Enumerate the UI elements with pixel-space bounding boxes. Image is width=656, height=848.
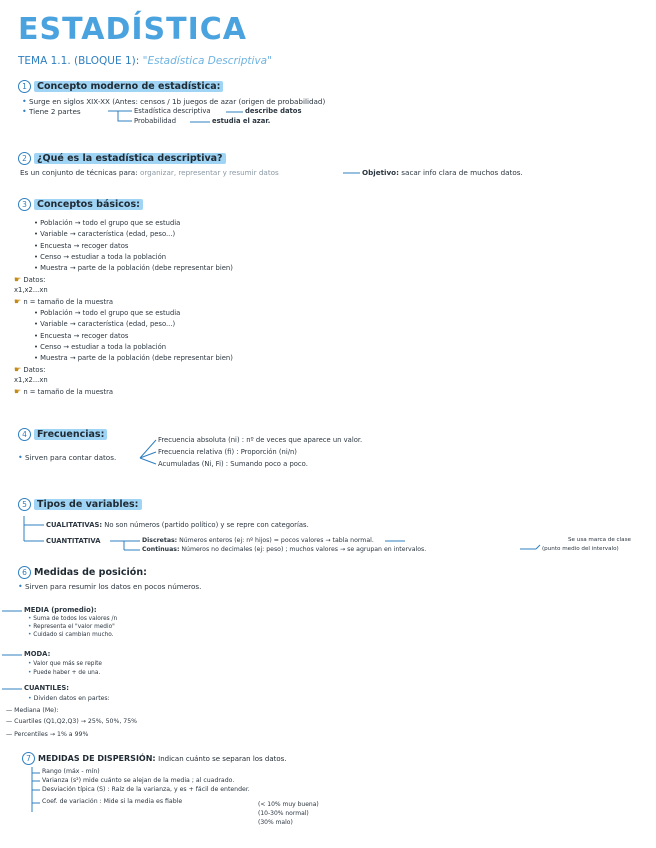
subtitle-quote: "Estadística Descriptiva" — [142, 55, 272, 67]
section-title: Concepto moderno de estadística: — [34, 81, 223, 92]
list-item: Coef. de variación : Mide si la media es fiable — [42, 798, 183, 806]
s7-list — [42, 768, 250, 807]
s1-part-1: Estadística descriptiva — [134, 107, 211, 115]
list-item: Rango (máx - mín) — [42, 768, 100, 775]
section-title: Frecuencias: — [34, 429, 107, 440]
list-item: • Representa el "valor medio" — [28, 624, 115, 630]
s4-freq-rel: Frecuencia relativa (fi) : Proporción (ni/n) — [158, 448, 297, 456]
s6-moda-list — [28, 660, 102, 677]
section-title: Medidas de posición: — [34, 567, 147, 578]
s6-moda: MODA: — [24, 650, 51, 658]
list-item: • Población → todo el grupo que se estudia — [34, 309, 181, 317]
s3-xs-b: x1,x2...xn — [14, 376, 48, 384]
list-item: • Muestra → parte de la población (debe representar bien) — [34, 264, 233, 273]
list-item: (30% malo) — [258, 819, 293, 826]
s2-objective — [362, 168, 523, 177]
s6-cuantiles-list — [6, 706, 137, 741]
s3-xs-a: x1,x2...xn — [14, 286, 48, 294]
list-item: • Valor que más se repite — [28, 661, 102, 667]
list-item: • Variable → característica (edad, peso...) — [34, 230, 176, 239]
s2-t2: organizar, representar y resumir datos — [139, 168, 279, 177]
bullet-icon: • — [22, 97, 27, 106]
list-item: • Cuidado si cambian mucho. — [28, 632, 114, 638]
s6-media-list — [28, 615, 117, 639]
s5-discretas: Discretas: Números enteros (ej: nº hijos) = pocos valores → tabla normal. — [142, 537, 374, 544]
pointing-hand-icon: ☛ — [14, 297, 22, 306]
s2-definition — [20, 168, 279, 177]
list-item: • Suma de todos los valores /n — [28, 616, 118, 622]
s4-left: • Sirven para contar datos. — [18, 453, 117, 462]
section-number: 3 — [18, 198, 31, 211]
s5-note-1: Se usa marca de clase — [568, 537, 631, 543]
list-item: • Muestra → parte de la población (debe representar bien) — [34, 354, 233, 363]
s5-cualitativas: CUALITATIVAS: No son números (partido político) y se repre con categorías. — [46, 521, 309, 529]
section-number: 5 — [18, 498, 31, 511]
list-item: — Percentiles → 1% a 99% — [6, 731, 89, 738]
section-2-heading — [18, 152, 226, 165]
s4-freq-acum: Acumuladas (Ni, Fi) : Sumando poco a poco. — [158, 460, 308, 468]
list-item: • Censo → estudiar a toda la población — [34, 252, 167, 261]
s2-t3: Objetivo: — [362, 168, 399, 177]
s1-part-2-result: estudia el azar. — [212, 117, 271, 125]
section-4-heading — [18, 428, 107, 441]
list-item: • Encuesta → recoger datos — [34, 331, 129, 340]
section-number: 7 — [22, 752, 35, 765]
s6-sub: • Sirven para resumir los datos en pocos números. — [18, 582, 202, 591]
list-item: Varianza (s²) mide cuánto se alejan de la media ; al cuadrado. — [42, 776, 235, 784]
s1-part-1-result: describe datos — [245, 107, 302, 115]
section-number: 6 — [18, 566, 31, 579]
s5-continuas: Continuas: Números no decimales (ej: peso) ; muchos valores → se agrupan en intervalos. — [142, 546, 427, 553]
section-3-heading — [18, 198, 143, 211]
list-item: (< 10% muy buena) — [258, 801, 319, 808]
section-6-heading — [18, 566, 147, 579]
bullet-icon: • — [18, 453, 23, 462]
section-title: MEDIDAS DE DISPERSIÓN: — [38, 754, 156, 763]
s3-n-a: ☛ n = tamaño de la muestra — [14, 297, 114, 306]
list-item: • Población → todo el grupo que se estudia — [34, 219, 181, 227]
pointing-hand-icon: ☛ — [14, 275, 22, 284]
s2-t1: Es un conjunto de técnicas para: — [20, 168, 138, 177]
s6-cuantiles: CUANTILES: — [24, 684, 69, 692]
s3-list-a — [34, 218, 233, 274]
list-item: • Censo → estudiar a toda la población — [34, 342, 167, 351]
s4-freq-abs: Frecuencia absoluta (ni) : nº de veces que aparece un valor. — [158, 436, 363, 444]
section-title: Tipos de variables: — [34, 499, 142, 510]
subtitle-main: TEMA 1.1. (BLOQUE 1): — [18, 55, 140, 67]
section-5-heading — [18, 498, 142, 511]
s3-list-b — [34, 308, 233, 364]
section-number: 1 — [18, 80, 31, 93]
pointing-hand-icon: ☛ — [14, 365, 22, 374]
section-1-heading — [18, 80, 223, 93]
section-title: ¿Qué es la estadística descriptiva? — [34, 153, 226, 164]
section-7-heading — [22, 752, 287, 765]
s1-b1-text: Surge en siglos XIX-XX (Antes: censos / 1b juegos de azar (origen de probabilidad) — [29, 97, 326, 106]
s5-cuantitativa: CUANTITATIVA — [46, 537, 101, 545]
s1-part-2: Probabilidad — [134, 117, 177, 125]
list-item: • Puede haber + de una. — [28, 669, 101, 676]
s6-media: MEDIA (promedio): — [24, 606, 97, 614]
list-item: — Cuartiles (Q1,Q2,Q3) → 25%, 50%, 75% — [6, 717, 138, 725]
section-number: 2 — [18, 152, 31, 165]
bullet-icon: • — [18, 582, 23, 591]
s7-sub: Indican cuánto se separan los datos. — [158, 755, 287, 763]
section-number: 4 — [18, 428, 31, 441]
s1-b2-text: Tiene 2 partes — [29, 107, 81, 116]
s1-bullet-2 — [22, 107, 81, 116]
page-subtitle — [18, 55, 272, 67]
list-item: • Encuesta → recoger datos — [34, 241, 129, 250]
s1-bullet-1 — [22, 97, 325, 106]
s5-note-2: (punto medio del intervalo) — [542, 546, 619, 552]
list-item: • Variable → característica (edad, peso...) — [34, 320, 176, 329]
s3-datos-a: ☛ Datos: — [14, 275, 46, 284]
bullet-icon: • — [22, 107, 27, 116]
s3-datos-b: ☛ Datos: — [14, 365, 46, 374]
list-item: Desviación típica (S) : Raíz de la varianza, y es + fácil de entender. — [42, 785, 250, 793]
s2-t4: sacar info clara de muchos datos. — [401, 168, 523, 177]
s6-cuantiles-sub: • Dividen datos en partes: — [28, 695, 110, 702]
list-item: (10-30% normal) — [258, 810, 309, 817]
s7-cv-list — [258, 800, 319, 827]
s3-n-b: ☛ n = tamaño de la muestra — [14, 387, 114, 396]
pointing-hand-icon: ☛ — [14, 387, 22, 396]
section-title: Conceptos básicos: — [34, 199, 143, 210]
list-item: — Mediana (Me): — [6, 707, 59, 714]
page-title: ESTADÍSTICA — [18, 12, 247, 47]
